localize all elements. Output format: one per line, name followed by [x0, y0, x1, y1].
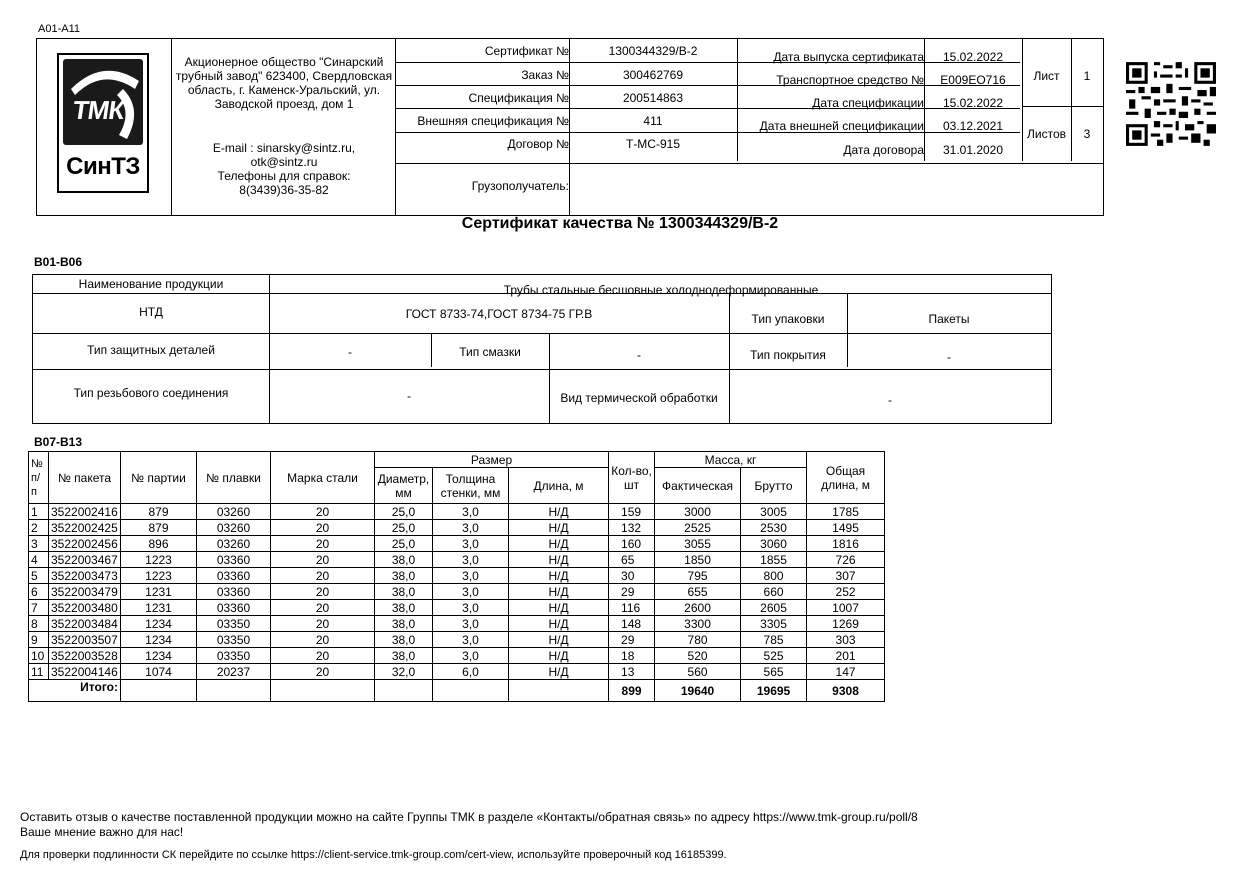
col-wall-header: Толщина стенки, мм [433, 468, 509, 504]
table-cell: 3000 [655, 504, 741, 520]
col-length-header: Длина, м [509, 468, 609, 504]
table-row [29, 664, 885, 680]
table-cell: 03360 [197, 584, 271, 600]
table-cell: Н/Д [509, 632, 609, 648]
table-cell: 800 [741, 568, 807, 584]
table-cell: 879 [121, 504, 197, 520]
tmk-logo-mark [63, 59, 143, 145]
table-cell: Н/Д [509, 664, 609, 680]
thread-type-label: Тип резьбового соединения [73, 386, 229, 400]
table-cell: Н/Д [509, 600, 609, 616]
col-steel-header: Марка стали [271, 452, 375, 504]
table-cell: 2530 [741, 520, 807, 536]
heat-treatment-value: - [888, 393, 892, 407]
table-cell: 20 [271, 536, 375, 552]
table-cell: 03360 [197, 600, 271, 616]
col-melt-header: № плавки [197, 452, 271, 504]
feedback-note: Оставить отзыв о качестве поставленной продукции можно на сайте Группы ТМК в разделе «Контакты/обратная связь» по адресу https://www.tmk-group.ru/poll/8 [20, 810, 918, 824]
product-info-section [32, 274, 1052, 424]
table-cell: 38,0 [375, 632, 433, 648]
table-cell: 03350 [197, 648, 271, 664]
total-length-value: 9308 [807, 680, 885, 702]
table-cell: 03350 [197, 616, 271, 632]
table-cell: 3,0 [433, 520, 509, 536]
table-row [29, 600, 885, 616]
company-contacts: E-mail : sinarsky@sintz.ru, otk@sintz.ru Телефоны для справок: 8(3439)36-35-82 [212, 141, 356, 197]
table-cell: 3522003467 [49, 552, 121, 568]
table-cell: 6,0 [433, 664, 509, 680]
table-cell: 3522002456 [49, 536, 121, 552]
protect-type-label: Тип защитных деталей [87, 343, 215, 357]
field-label: Сертификат № [484, 44, 569, 58]
table-cell: 3522003479 [49, 584, 121, 600]
table-cell: Н/Д [509, 584, 609, 600]
table-cell: 252 [807, 584, 885, 600]
certificate-header [36, 38, 1104, 216]
table-row [29, 520, 885, 536]
sheets-label: Листов [1027, 127, 1066, 141]
spec-date: 15.02.2022 [942, 96, 1004, 110]
table-cell: 3,0 [433, 600, 509, 616]
table-cell: 25,0 [375, 520, 433, 536]
table-cell: 3300 [655, 616, 741, 632]
table-cell: 132 [609, 520, 655, 536]
date-label: Дата внешней спецификации [759, 119, 924, 133]
verification-note: Для проверки подлинности СК перейдите по ссылке https://client-service.tmk-group.com/cert-view, используйте проверочный код 16185399. [20, 849, 727, 861]
table-cell: 03350 [197, 632, 271, 648]
col-batch-header: № партии [121, 452, 197, 504]
external-spec-date: 03.12.2021 [942, 119, 1004, 133]
table-cell: 116 [609, 600, 655, 616]
table-cell: 560 [655, 664, 741, 680]
table-cell: 1234 [121, 632, 197, 648]
table-cell: 10 [29, 648, 49, 664]
table-cell: 3305 [741, 616, 807, 632]
table-cell: 1074 [121, 664, 197, 680]
contract-number: Т-МС-915 [625, 137, 680, 151]
table-cell: Н/Д [509, 568, 609, 584]
table-cell: 3522003528 [49, 648, 121, 664]
table-cell: 20 [271, 504, 375, 520]
col-diameter-header: Диаметр, мм [375, 468, 433, 504]
table-cell: 20 [271, 632, 375, 648]
table-cell: 2 [29, 520, 49, 536]
table-cell: 65 [609, 552, 655, 568]
table-cell: 03260 [197, 520, 271, 536]
pipes-table [28, 451, 885, 702]
table-cell: 32,0 [375, 664, 433, 680]
table-cell: 20 [271, 664, 375, 680]
table-cell: 38,0 [375, 648, 433, 664]
pipes-table-body [29, 504, 885, 680]
date-label: Дата договора [843, 143, 924, 157]
table-cell: 9 [29, 632, 49, 648]
table-row [29, 536, 885, 552]
table-cell: 520 [655, 648, 741, 664]
table-row [29, 568, 885, 584]
col-num-header: № п/ п [29, 452, 49, 504]
product-name-value: Трубы стальные бесшовные холоднодеформированные [503, 283, 819, 297]
table-cell: 201 [807, 648, 885, 664]
product-name-label: Наименование продукции [78, 277, 224, 291]
contract-date: 31.01.2020 [942, 143, 1004, 157]
table-cell: 307 [807, 568, 885, 584]
pack-type-label: Тип упаковки [751, 312, 825, 326]
table-cell: 6 [29, 584, 49, 600]
table-cell: 20 [271, 584, 375, 600]
table-cell: 3,0 [433, 648, 509, 664]
table-cell: 3,0 [433, 536, 509, 552]
table-cell: 20237 [197, 664, 271, 680]
table-row [29, 648, 885, 664]
table-cell: 1850 [655, 552, 741, 568]
table-cell: Н/Д [509, 616, 609, 632]
table-cell: 1855 [741, 552, 807, 568]
section-b01-b06-label: В01-В06 [34, 255, 83, 269]
table-cell: 1269 [807, 616, 885, 632]
table-cell: 1231 [121, 584, 197, 600]
table-cell: Н/Д [509, 504, 609, 520]
sheet-label: Лист [1033, 69, 1060, 83]
table-cell: 20 [271, 600, 375, 616]
pack-type-value: Пакеты [928, 312, 970, 326]
table-cell: 1234 [121, 648, 197, 664]
table-cell: 29 [609, 632, 655, 648]
table-cell: 3522003480 [49, 600, 121, 616]
table-cell: 38,0 [375, 616, 433, 632]
col-package-header: № пакета [49, 452, 121, 504]
table-cell: 147 [807, 664, 885, 680]
table-cell: 785 [741, 632, 807, 648]
table-cell: 660 [741, 584, 807, 600]
table-cell: 795 [655, 568, 741, 584]
ntd-label: НТД [139, 305, 163, 319]
col-total-length-header: Общая длина, м [807, 452, 885, 504]
total-mass-actual: 19640 [655, 680, 741, 702]
table-cell: 1785 [807, 504, 885, 520]
table-cell: 3,0 [433, 584, 509, 600]
total-label: Итого: [29, 680, 121, 702]
table-cell: 565 [741, 664, 807, 680]
coating-type-value: - [947, 350, 951, 364]
table-cell: Н/Д [509, 536, 609, 552]
table-cell: 3522004146 [49, 664, 121, 680]
page-title: Сертификат качества № 1300344329/В-2 [461, 215, 779, 232]
table-cell: 20 [271, 648, 375, 664]
table-cell: 148 [609, 616, 655, 632]
date-label: Дата спецификации [812, 96, 924, 110]
corner-code: А01-А11 [38, 23, 80, 35]
table-cell: 3055 [655, 536, 741, 552]
table-cell: 3522003484 [49, 616, 121, 632]
date-label: Дата выпуска сертификата [773, 50, 924, 64]
table-cell: 525 [741, 648, 807, 664]
table-cell: 11 [29, 664, 49, 680]
company-address: Акционерное общество "Синарский трубный завод" 623400, Свердловская область, г. Каменск-Уральский, ул. Заводской проезд, дом 1 [175, 55, 393, 111]
grease-type-value: - [637, 348, 641, 362]
table-cell: 1007 [807, 600, 885, 616]
table-cell: 2525 [655, 520, 741, 536]
col-mass-header: Масса, кг [655, 452, 807, 468]
table-cell: 03260 [197, 536, 271, 552]
table-cell: 3,0 [433, 552, 509, 568]
consignee-label: Грузополучатель: [471, 179, 569, 193]
table-cell: 20 [271, 520, 375, 536]
order-number: 300462769 [622, 68, 684, 82]
table-cell: 7 [29, 600, 49, 616]
table-cell: 896 [121, 536, 197, 552]
table-cell: 780 [655, 632, 741, 648]
protect-type-value: - [348, 345, 352, 359]
table-cell: Н/Д [509, 552, 609, 568]
table-cell: 20 [271, 552, 375, 568]
table-cell: 38,0 [375, 568, 433, 584]
table-cell: 25,0 [375, 504, 433, 520]
table-cell: 8 [29, 616, 49, 632]
table-cell: 303 [807, 632, 885, 648]
total-qty: 899 [609, 680, 655, 702]
table-cell: 159 [609, 504, 655, 520]
qr-code-icon [1126, 62, 1216, 146]
table-cell: 3,0 [433, 504, 509, 520]
table-cell: 1495 [807, 520, 885, 536]
table-cell: 03360 [197, 552, 271, 568]
external-spec-number: 411 [643, 114, 663, 128]
table-cell: 1231 [121, 600, 197, 616]
table-cell: Н/Д [509, 520, 609, 536]
sheet-value: 1 [1083, 69, 1091, 83]
section-b07-b13-label: В07-В13 [34, 435, 83, 449]
col-mass-actual-header: Фактическая [655, 468, 741, 504]
table-cell: 3,0 [433, 568, 509, 584]
col-qty-header: Кол-во, шт [609, 452, 655, 504]
col-mass-gross-header: Брутто [741, 468, 807, 504]
table-cell: 03360 [197, 568, 271, 584]
table-cell: 1234 [121, 616, 197, 632]
heat-treatment-label: Вид термической обработки [560, 391, 718, 405]
table-cell: 3522003473 [49, 568, 121, 584]
field-label: Спецификация № [468, 91, 569, 105]
company-logo [57, 53, 149, 193]
certificate-number: 1300344329/В-2 [608, 44, 698, 58]
thread-type-value: - [407, 389, 411, 403]
field-label: Заказ № [521, 68, 569, 82]
table-cell: 655 [655, 584, 741, 600]
table-cell: 38,0 [375, 552, 433, 568]
table-cell: 3522002425 [49, 520, 121, 536]
table-cell: 38,0 [375, 600, 433, 616]
table-cell: 879 [121, 520, 197, 536]
table-cell: 726 [807, 552, 885, 568]
table-cell: 1223 [121, 552, 197, 568]
total-mass-gross: 19695 [741, 680, 807, 702]
table-row [29, 552, 885, 568]
table-cell: 3,0 [433, 632, 509, 648]
table-cell: 3 [29, 536, 49, 552]
field-label: Внешняя спецификация № [417, 114, 569, 128]
table-cell: 4 [29, 552, 49, 568]
table-cell: 3,0 [433, 616, 509, 632]
table-cell: 2600 [655, 600, 741, 616]
table-row [29, 584, 885, 600]
col-size-header: Размер [375, 452, 609, 468]
vehicle-number: Е009ЕО716 [940, 73, 1006, 87]
table-row [29, 632, 885, 648]
table-cell: 3522003507 [49, 632, 121, 648]
table-cell: 2605 [741, 600, 807, 616]
coating-type-label: Тип покрытия [750, 348, 826, 362]
logo-tmk-text: ТМК [70, 95, 126, 125]
table-cell: 3060 [741, 536, 807, 552]
table-cell: 3005 [741, 504, 807, 520]
sheets-value: 3 [1083, 127, 1091, 141]
table-cell: 20 [271, 616, 375, 632]
table-row [29, 504, 885, 520]
field-label: Договор № [507, 137, 569, 151]
table-cell: 30 [609, 568, 655, 584]
table-cell: 03260 [197, 504, 271, 520]
table-cell: 3522002416 [49, 504, 121, 520]
table-cell: 25,0 [375, 536, 433, 552]
table-cell: 20 [271, 568, 375, 584]
table-cell: 13 [609, 664, 655, 680]
feedback-note-2: Ваше мнение важно для нас! [20, 825, 184, 839]
table-cell: 18 [609, 648, 655, 664]
issue-date: 15.02.2022 [942, 50, 1004, 64]
table-cell: 1 [29, 504, 49, 520]
table-cell: 160 [609, 536, 655, 552]
logo-sintz-text: СинТЗ [66, 153, 140, 180]
table-cell: 5 [29, 568, 49, 584]
ntd-value: ГОСТ 8733-74,ГОСТ 8734-75 ГР.В [405, 307, 593, 321]
spec-number: 200514863 [622, 91, 684, 105]
date-label: Транспортное средство № [776, 73, 924, 87]
table-cell: 29 [609, 584, 655, 600]
table-cell: 1816 [807, 536, 885, 552]
table-cell: Н/Д [509, 648, 609, 664]
grease-type-label: Тип смазки [459, 345, 521, 359]
table-row [29, 616, 885, 632]
table-cell: 1223 [121, 568, 197, 584]
table-cell: 38,0 [375, 584, 433, 600]
